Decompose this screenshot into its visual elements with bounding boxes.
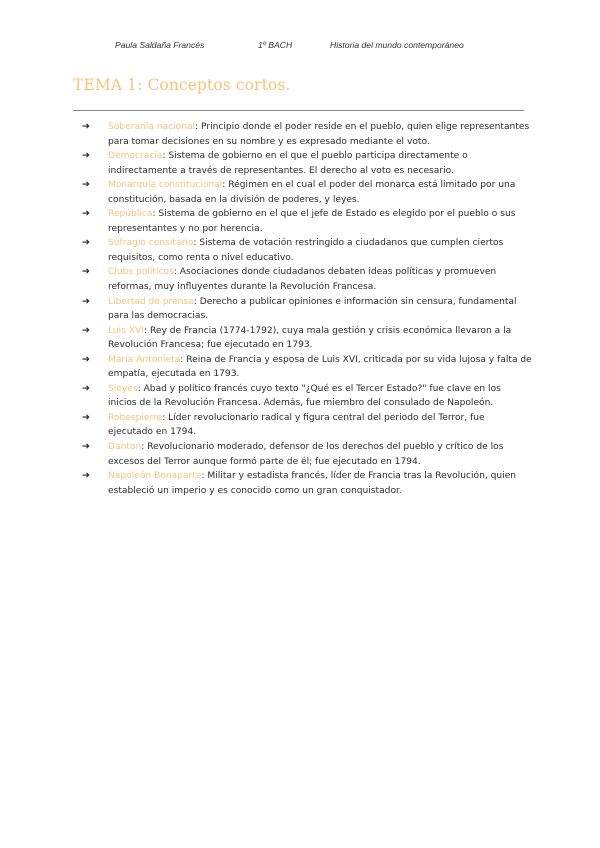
concept-term: Sieyès — [108, 383, 138, 394]
concept-item — [82, 120, 532, 149]
concept-term: María Antonieta — [108, 354, 181, 365]
title-divider — [73, 110, 524, 111]
concept-term: Soberanía nacional — [108, 122, 196, 132]
concept-definition: Abad y político francés cuyo texto "¿Qué es el Tercer Estado?" fue clave en los inicios de la Revolución Francesa. Además, fue miembro del consulado de Napoleón. — [108, 383, 501, 409]
concept-item — [82, 440, 532, 469]
concept-item — [82, 353, 532, 382]
page-title: TEMA 1: Conceptos cortos. — [73, 76, 291, 94]
concept-separator: : — [193, 296, 200, 307]
concept-term: Monarquía constitucional — [108, 180, 223, 191]
concept-term: República — [108, 209, 153, 220]
concept-term: Luis XVI — [108, 325, 144, 336]
concept-separator: : — [143, 325, 150, 336]
concept-item — [82, 382, 532, 411]
concept-separator: : — [180, 354, 187, 365]
concept-definition: Reina de Francia y esposa de Luis XVI, criticada por su vida lujosa y falta de empatía, ejecutada en 1793. — [108, 354, 532, 380]
arrow-right-icon: ➔ — [82, 179, 90, 191]
arrow-right-icon: ➔ — [82, 295, 90, 307]
concept-term: Libertad de prensa — [108, 296, 194, 307]
concept-item — [82, 236, 532, 265]
arrow-right-icon: ➔ — [82, 150, 90, 162]
concept-item — [82, 265, 532, 294]
concept-item — [82, 324, 532, 353]
arrow-right-icon: ➔ — [82, 441, 90, 453]
concept-definition: Régimen en el cual el poder del monarca está limitado por una constitución, basada en la división de poderes, y leyes. — [108, 180, 516, 205]
concept-definition: Líder revolucionario radical y figura central del periodo del Terror, fue ejecutado en 1794. — [108, 412, 485, 438]
concept-definition: Sistema de votación restringido a ciudadanos que cumplen ciertos requisitos, como renta o nivel educativo. — [108, 238, 504, 263]
concept-separator: : — [195, 122, 202, 132]
arrow-right-icon: ➔ — [82, 237, 90, 249]
header-author: Paula Saldaña Francés — [115, 40, 205, 50]
concept-item — [82, 178, 532, 207]
concept-item — [82, 149, 532, 178]
concept-definition: Asociaciones donde ciudadanos debaten ideas políticas y promueven reformas, muy influyentes durante la Revolución Francesa. — [108, 267, 497, 293]
concept-definition: Revolucionario moderado, defensor de los derechos del pueblo y crítico de los excesos del Terror aunque formó parte de él; fue ejecutado en 1794. — [108, 442, 504, 467]
arrow-right-icon: ➔ — [82, 266, 90, 278]
concept-separator: : — [193, 238, 200, 249]
concept-separator: : — [201, 471, 208, 482]
concept-separator: : — [173, 267, 180, 278]
arrow-right-icon: ➔ — [82, 208, 90, 220]
concept-definition: Rey de Francia (1774-1792), cuya mala gestión y crisis económica llevaron a la Revolución Francesa; fue ejecutado en 1793. — [108, 325, 512, 351]
concept-definition: Sistema de gobierno en el que el jefe de Estado es elegido por el pueblo o sus representantes y no por herencia. — [108, 209, 516, 234]
arrow-right-icon: ➔ — [82, 470, 90, 482]
concept-term: Sufragio censitario — [108, 238, 194, 249]
concept-separator: : — [162, 412, 169, 423]
concept-separator: : — [152, 209, 159, 220]
concept-separator: : — [141, 442, 148, 453]
header-subject: Historia del mundo contemporáneo — [330, 40, 464, 50]
concept-item — [82, 207, 532, 236]
header-course: 1º BACH — [258, 40, 293, 50]
arrow-right-icon: ➔ — [82, 382, 90, 394]
concept-term: Napoleón Bonaparte — [108, 471, 202, 482]
concept-term: Robespierre — [108, 412, 163, 423]
concept-definition: Principio donde el poder reside en el pueblo, quien elige representantes para tomar decisiones en su nombre y es expresado mediante el voto. — [108, 122, 530, 147]
arrow-right-icon: ➔ — [82, 353, 90, 365]
arrow-right-icon: ➔ — [82, 324, 90, 336]
concept-list — [82, 120, 532, 498]
concept-definition: Sistema de gobierno en el que el pueblo participa directamente o indirectamente a través de representantes. El derecho al voto es necesario. — [108, 151, 468, 176]
page-header — [0, 40, 600, 54]
concept-definition: Militar y estadista francés, líder de Francia tras la Revolución, quien estableció un imperio y es conocido como un gran conquistador. — [108, 471, 517, 496]
arrow-right-icon: ➔ — [82, 411, 90, 423]
arrow-right-icon: ➔ — [82, 121, 90, 132]
concept-item — [82, 469, 532, 498]
concept-separator: : — [222, 180, 229, 191]
concept-term: Danton — [108, 442, 142, 453]
concept-separator: : — [137, 383, 144, 394]
concept-term: Clubs políticos — [108, 267, 174, 278]
concept-item — [82, 411, 532, 440]
concept-term: Democracia — [108, 151, 163, 162]
concept-separator: : — [162, 151, 169, 162]
concept-item — [82, 295, 532, 324]
concept-definition: Derecho a publicar opiniones e información sin censura, fundamental para las democracias. — [108, 296, 517, 322]
